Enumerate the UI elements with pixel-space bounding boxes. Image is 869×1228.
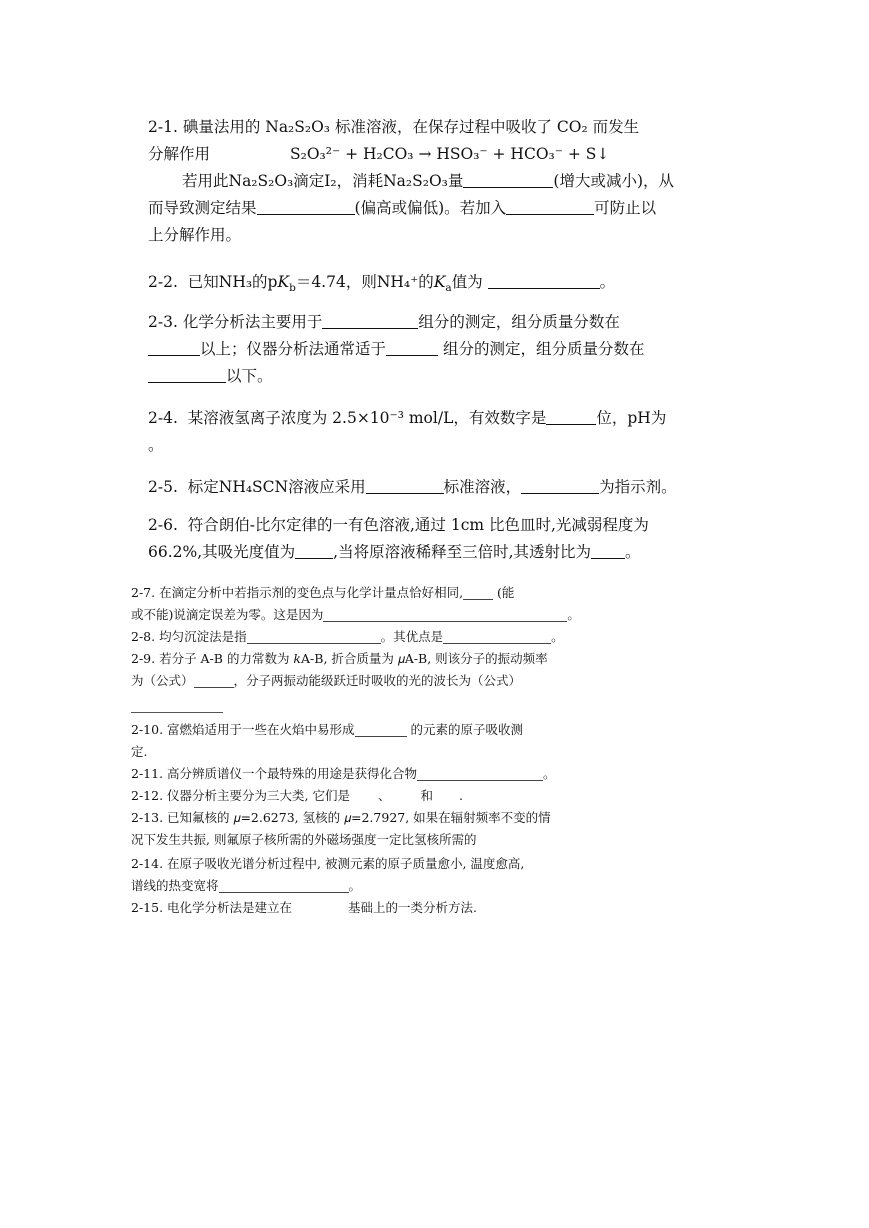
question-text: 已知NH₃的p	[187, 273, 278, 291]
question-text: 标定NH₄SCN溶液应采用	[187, 478, 366, 496]
question-2-6	[148, 512, 708, 566]
question-text: 2-13. 已知氟核的 𝜇=2.6273, 氢核的 𝜇=2.7927, 如果在辐射频率不变的情	[131, 810, 551, 825]
question-2-1	[148, 114, 708, 249]
question-2-2	[148, 269, 708, 296]
answer-blank[interactable]	[546, 409, 596, 426]
question-text: .	[459, 788, 463, 803]
question-2-13	[131, 807, 651, 850]
question-text: 或不能)说滴定误差为零。这是因为	[131, 606, 324, 622]
question-text: 。	[348, 877, 362, 893]
question-text: 化学分析法主要用于	[182, 313, 323, 331]
question-text: 定.	[131, 743, 148, 759]
question-2-4	[148, 405, 708, 459]
answer-blank[interactable]	[257, 199, 355, 216]
question-text: 为指示剂。	[599, 478, 677, 496]
question-text: 谱线的热变宽将	[131, 877, 219, 893]
answer-blank[interactable]	[521, 478, 599, 495]
question-2-14	[131, 853, 651, 896]
answer-blank[interactable]	[322, 313, 418, 330]
answer-blank[interactable]	[148, 340, 200, 357]
question-text: 2-7. 在滴定分析中若指示剂的变色点与化学计量点恰好相同,	[131, 585, 464, 600]
answer-blank[interactable]	[148, 367, 226, 384]
question-text: 某溶液氢离子浓度为 2.5×10⁻³ mol/L，有效数字是	[187, 409, 547, 427]
answer-blank[interactable]	[463, 587, 493, 601]
question-number: 2-6.	[148, 516, 178, 534]
question-text: 基础上的一类分析方法.	[348, 900, 478, 915]
question-text: (增大或减小)，从	[553, 172, 674, 190]
question-text: 。	[551, 629, 564, 644]
answer-blank[interactable]	[323, 608, 567, 622]
question-text: 2-12. 仪器分析主要分为三大类, 它们是	[131, 788, 350, 803]
answer-blank[interactable]	[386, 340, 438, 357]
question-text: 2-9. 若分子 A-B 的力常数为 𝑘A-B, 折合质量为 𝜇A-B, 则该分子的振动频率	[131, 651, 548, 666]
question-number: 2-4.	[148, 409, 178, 427]
question-2-7	[131, 582, 651, 625]
answer-blank[interactable]	[506, 199, 594, 216]
subscript: a	[445, 282, 452, 295]
question-text: ＝4.74，则NH₄⁺的	[295, 273, 434, 291]
answer-blank[interactable]	[443, 631, 551, 645]
answer-blank[interactable]	[247, 631, 381, 645]
question-text: 。	[599, 273, 616, 291]
question-text: 的元素的原子吸收测	[410, 722, 524, 737]
question-number: 2-3.	[148, 313, 178, 331]
question-text: 。其优点是	[380, 629, 444, 644]
question-2-5	[148, 474, 708, 501]
question-text: 分解作用	[148, 145, 211, 163]
question-text: 组分的测定，组分质量分数在	[442, 340, 645, 358]
question-text: 符合朗伯-比尔定律的一有色溶液,通过 1cm 比色皿时,光减弱程度为	[187, 516, 649, 534]
question-text: 2-10. 富燃焰适用于一些在火焰中易形成	[131, 722, 355, 737]
answer-blank[interactable]	[488, 273, 600, 290]
answer-blank[interactable]	[194, 674, 234, 688]
question-text: 况下发生共振, 则氟原子核所需的外磁场强度一定比氢核所需的	[131, 831, 477, 847]
question-text: 。	[625, 543, 641, 561]
question-2-15	[131, 897, 651, 919]
question-text: 和	[420, 788, 434, 803]
question-text: 、	[377, 788, 391, 803]
question-number: 2-2.	[148, 273, 178, 291]
question-text: 为（公式）	[131, 672, 194, 688]
question-text: 可防止以	[594, 199, 657, 217]
subscript: b	[289, 282, 296, 295]
question-2-3	[148, 309, 708, 390]
question-text: ，分子两振动能级跃迁时吸收的光的波长为（公式）	[233, 672, 522, 688]
question-text: (能	[497, 585, 515, 600]
question-text: (偏高或偏低)。若加入	[354, 199, 507, 217]
symbol-k: K	[277, 273, 290, 291]
answer-blank[interactable]	[355, 724, 407, 738]
question-2-8	[131, 626, 651, 648]
answer-blank[interactable]	[219, 879, 349, 893]
answer-blank[interactable]	[295, 543, 333, 560]
question-text: 以下。	[226, 367, 273, 385]
question-text: 上分解作用。	[148, 226, 242, 244]
question-number: 2-5.	[148, 478, 178, 496]
answer-blank[interactable]	[591, 543, 625, 560]
answer-blank[interactable]	[417, 768, 543, 782]
question-text: 组分的测定，组分质量分数在	[418, 313, 620, 331]
question-text: 而导致测定结果	[148, 199, 257, 217]
question-text: 值为	[451, 273, 483, 291]
question-text: 66.2%,其吸光度值为	[148, 543, 296, 561]
question-2-9	[131, 648, 651, 691]
question-text: ,当将原溶液稀释至三倍时,其透射比为	[333, 543, 592, 561]
question-text: 2-11. 高分辨质谱仪一个最特殊的用途是获得化合物	[131, 766, 418, 781]
question-text: 2-15. 电化学分析法是建立在	[131, 900, 293, 915]
question-text: 以上；仪器分析法通常适于	[200, 340, 387, 358]
question-text: 碘量法用的 Na₂S₂O₃ 标准溶液，在保存过程中吸收了 CO₂ 而发生	[182, 118, 640, 136]
question-text: 。	[567, 606, 580, 622]
question-text: 2-8. 均匀沉淀法是指	[131, 629, 247, 644]
answer-blank[interactable]	[463, 172, 553, 189]
answer-line[interactable]	[131, 712, 223, 713]
question-text: 。	[148, 436, 164, 454]
question-number: 2-1.	[148, 118, 178, 136]
symbol-k: K	[433, 273, 446, 291]
question-text: 。	[543, 766, 556, 781]
question-text: 标准溶液，	[443, 478, 522, 496]
question-text: 2-14. 在原子吸收光谱分析过程中, 被测元素的原子质量愈小, 温度愈高,	[131, 856, 525, 871]
question-2-10	[131, 719, 651, 762]
question-text: 若用此Na₂S₂O₃滴定I₂，消耗Na₂S₂O₃量	[182, 172, 464, 190]
question-2-11	[131, 763, 651, 785]
chemical-equation: S₂O₃²⁻ + H₂CO₃ → HSO₃⁻ + HCO₃⁻ + S↓	[290, 145, 610, 163]
question-2-12	[131, 785, 651, 807]
question-text: 位，pH为	[596, 409, 667, 427]
answer-blank[interactable]	[366, 478, 444, 495]
